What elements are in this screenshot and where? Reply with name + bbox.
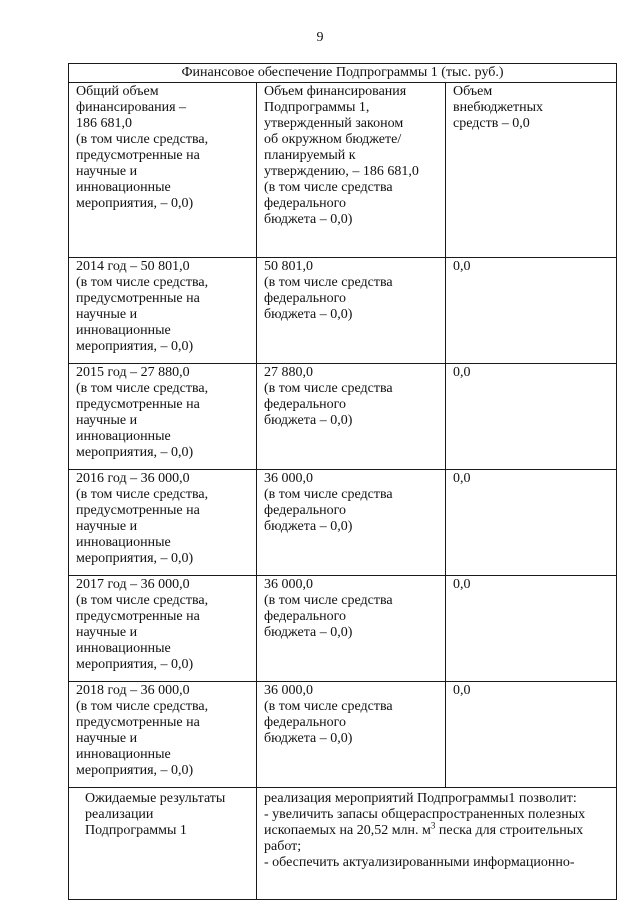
row-2018-total [69,682,257,788]
row-2015-extra [446,364,617,470]
row-2014-extra-text: 0,0 [453,259,471,274]
table-title: Финансовое обеспечение Подпрограммы 1 (тыс. руб.) [69,64,617,83]
results-label-cell [69,788,257,900]
header-budget-text: Объем финансирования Подпрограммы 1, утвержденный законом об окружном бюджете/ планируемый к утверждению, – 186 681,0 (в том числе средства федерального бюджета – 0,0) [264,84,419,227]
results-intro: реализация мероприятий Подпрограммы1 позволит: [264,791,577,806]
row-2015-extra-text: 0,0 [453,365,471,380]
page-number: 9 [316,30,324,45]
table-row-2018 [69,682,617,788]
results-item-1 [264,807,612,855]
row-2018-extra-text: 0,0 [453,683,471,698]
table-row-2015 [69,364,617,470]
row-2015-budget [257,364,446,470]
row-2016-extra [446,470,617,576]
row-2016-budget-text: 36 000,0 (в том числе средства федерального бюджета – 0,0) [264,471,393,534]
row-2015-total [69,364,257,470]
row-2017-total-text: 2017 год – 36 000,0 (в том числе средства, предусмотренные на научные и инновационные мероприятия, – 0,0) [76,577,209,672]
table-header-row [69,83,617,258]
row-2014-budget-text: 50 801,0 (в том числе средства федерального бюджета – 0,0) [264,259,393,322]
row-2015-budget-text: 27 880,0 (в том числе средства федерального бюджета – 0,0) [264,365,393,428]
table-row-2014 [69,258,617,364]
results-item-1-before: - увеличить запасы общераспространенных полезных ископаемых на 20,52 млн. м [264,807,586,838]
row-2017-extra-text: 0,0 [453,577,471,592]
results-item-1-after: песка для строительных работ; [264,823,584,854]
header-extra-cell [446,83,617,258]
row-2016-extra-text: 0,0 [453,471,471,486]
row-2014-budget [257,258,446,364]
row-2018-budget-text: 36 000,0 (в том числе средства федерального бюджета – 0,0) [264,683,393,746]
financing-table [68,63,617,900]
header-budget-cell [257,83,446,258]
table-row-2016 [69,470,617,576]
results-item-1-sup: 3 [430,820,436,831]
table-title-row [69,64,617,83]
row-2018-extra [446,682,617,788]
row-2018-total-text: 2018 год – 36 000,0 (в том числе средства, предусмотренные на научные и инновационные мероприятия, – 0,0) [76,683,209,778]
results-item-2: - обеспечить актуализированными информационно- [264,855,575,870]
row-2018-budget [257,682,446,788]
row-2016-total-text: 2016 год – 36 000,0 (в том числе средства, предусмотренные на научные и инновационные мероприятия, – 0,0) [76,471,209,566]
row-2017-budget [257,576,446,682]
results-label: Ожидаемые результаты реализации Подпрограммы 1 [85,791,226,838]
header-extra-text: Объем внебюджетных средств – 0,0 [453,84,544,131]
row-2014-total [69,258,257,364]
results-content-cell [257,788,617,900]
row-2016-total [69,470,257,576]
row-2017-budget-text: 36 000,0 (в том числе средства федерального бюджета – 0,0) [264,577,393,640]
row-2017-total [69,576,257,682]
header-total-text: Общий объем финансирования – 186 681,0 (в том числе средства, предусмотренные на научные и инновационные мероприятия, – 0,0) [76,84,209,211]
row-2014-extra [446,258,617,364]
table-row-2017 [69,576,617,682]
row-2016-budget [257,470,446,576]
row-2014-total-text: 2014 год – 50 801,0 (в том числе средства, предусмотренные на научные и инновационные мероприятия, – 0,0) [76,259,209,354]
row-2017-extra [446,576,617,682]
row-2015-total-text: 2015 год – 27 880,0 (в том числе средства, предусмотренные на научные и инновационные мероприятия, – 0,0) [76,365,209,460]
table-results-row [69,788,617,900]
header-total-cell [69,83,257,258]
